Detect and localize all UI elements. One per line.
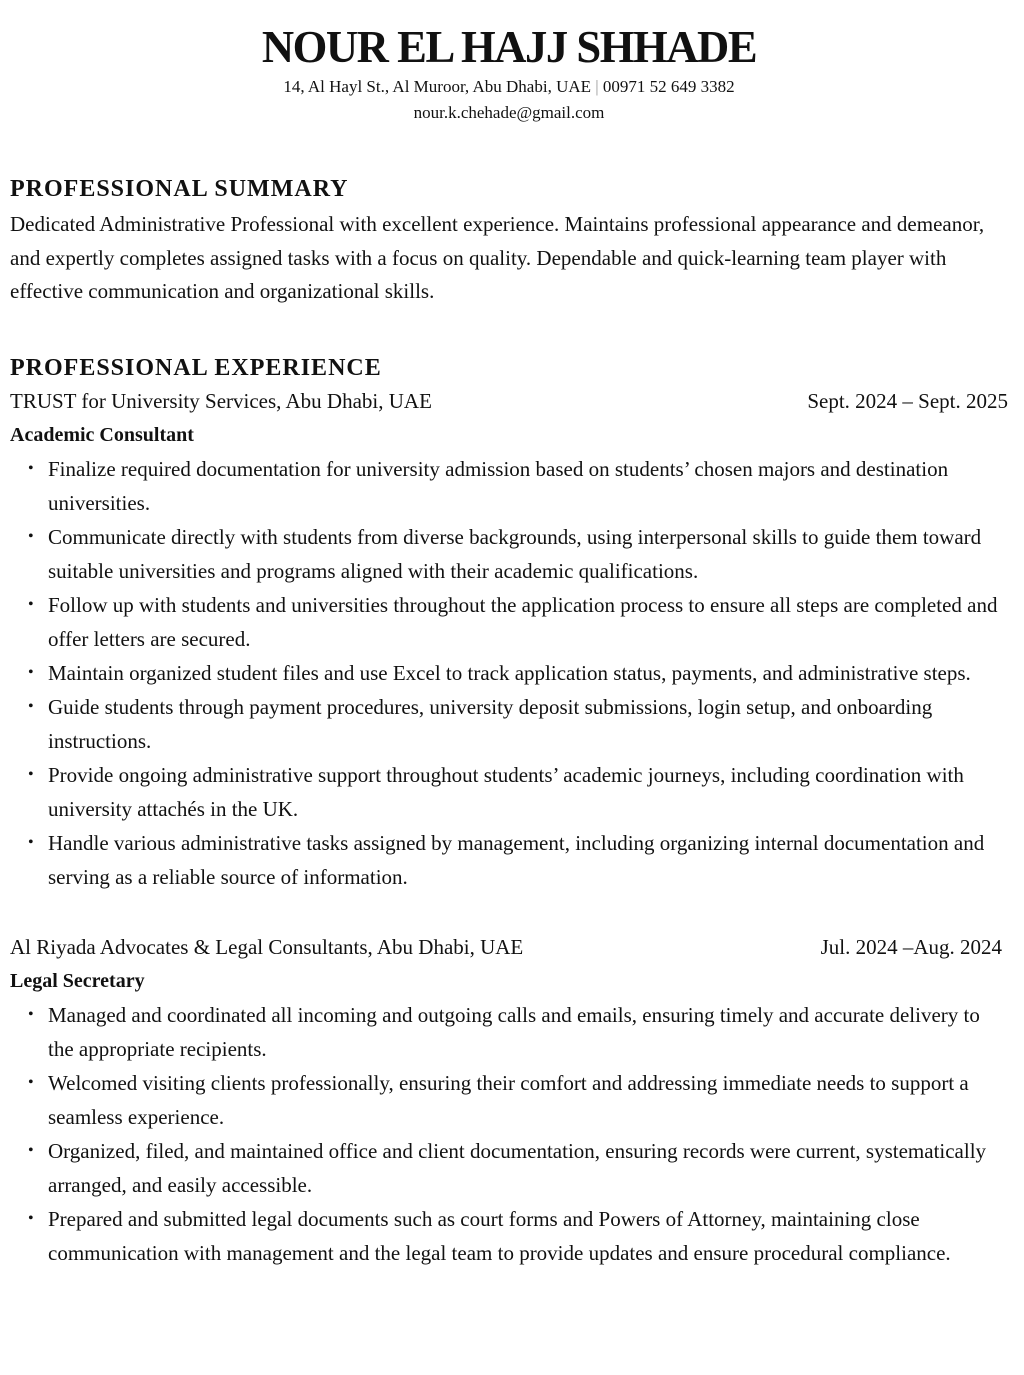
- bullet: • Handle various administrative tasks assigned by management, including organizing internal documentation and serving as a reliable source of information.: [48, 826, 1008, 894]
- contact-line: [10, 74, 1008, 100]
- email: nour.k.chehade@gmail.com: [413, 103, 605, 122]
- bullet: • Prepared and submitted legal documents such as court forms and Powers of Attorney, maintaining close communication with management and the legal team to provide updates and ensure procedural compliance.: [48, 1202, 1008, 1270]
- bullet: • Maintain organized student files and use Excel to track application status, payments, and administrative steps.: [48, 656, 1008, 690]
- candidate-name: NOUR EL HAJJ SHHADE: [261, 21, 757, 72]
- job-bullets: [10, 452, 1008, 894]
- address: 14, Al Hayl St., Al Muroor, Abu Dhabi, UAE: [283, 77, 592, 96]
- job-entry: [10, 930, 1008, 1270]
- bullet: • Provide ongoing administrative support throughout students’ academic journeys, including coordination with university attachés in the UK.: [48, 758, 1008, 826]
- summary-heading: PROFESSIONAL SUMMARY: [10, 176, 349, 202]
- bullet: • Guide students through payment procedures, university deposit submissions, login setup, and onboarding instructions.: [48, 690, 1008, 758]
- bullet: • Welcomed visiting clients professionally, ensuring their comfort and addressing immediate needs to support a seamless experience.: [48, 1066, 1008, 1134]
- job-dates: Jul. 2024 –Aug. 2024: [820, 934, 1002, 959]
- summary-text: Dedicated Administrative Professional with excellent experience. Maintains professional appearance and demeanor, and expertly completes assigned tasks with a focus on quality. Dependable and quick-learning team player with effective communication and organizational skills.: [10, 212, 985, 304]
- job-title: Academic Consultant: [10, 423, 194, 446]
- job-entry: [10, 384, 1008, 894]
- job-bullets: [10, 998, 1008, 1270]
- bullet: • Organized, filed, and maintained office and client documentation, ensuring records were current, systematically arranged, and easily accessible.: [48, 1134, 1008, 1202]
- job-dates: Sept. 2024 – Sept. 2025: [807, 388, 1008, 413]
- bullet: • Managed and coordinated all incoming and outgoing calls and emails, ensuring timely and accurate delivery to the appropriate recipients.: [48, 998, 1008, 1066]
- job-company: TRUST for University Services, Abu Dhabi, UAE: [10, 388, 432, 413]
- bullet: • Finalize required documentation for university admission based on students’ chosen majors and destination universities.: [48, 452, 1008, 520]
- bullet: • Follow up with students and universities throughout the application process to ensure all steps are completed and offer letters are secured.: [48, 588, 1008, 656]
- job-title: Legal Secretary: [10, 969, 145, 992]
- separator: |: [595, 77, 599, 96]
- job-company: Al Riyada Advocates & Legal Consultants, Abu Dhabi, UAE: [10, 934, 524, 959]
- experience-heading: PROFESSIONAL EXPERIENCE: [10, 354, 382, 381]
- phone: 00971 52 649 3382: [602, 77, 735, 96]
- bullet: • Communicate directly with students from diverse backgrounds, using interpersonal skills to guide them toward suitable universities and programs aligned with their academic qualifications.: [48, 520, 1008, 588]
